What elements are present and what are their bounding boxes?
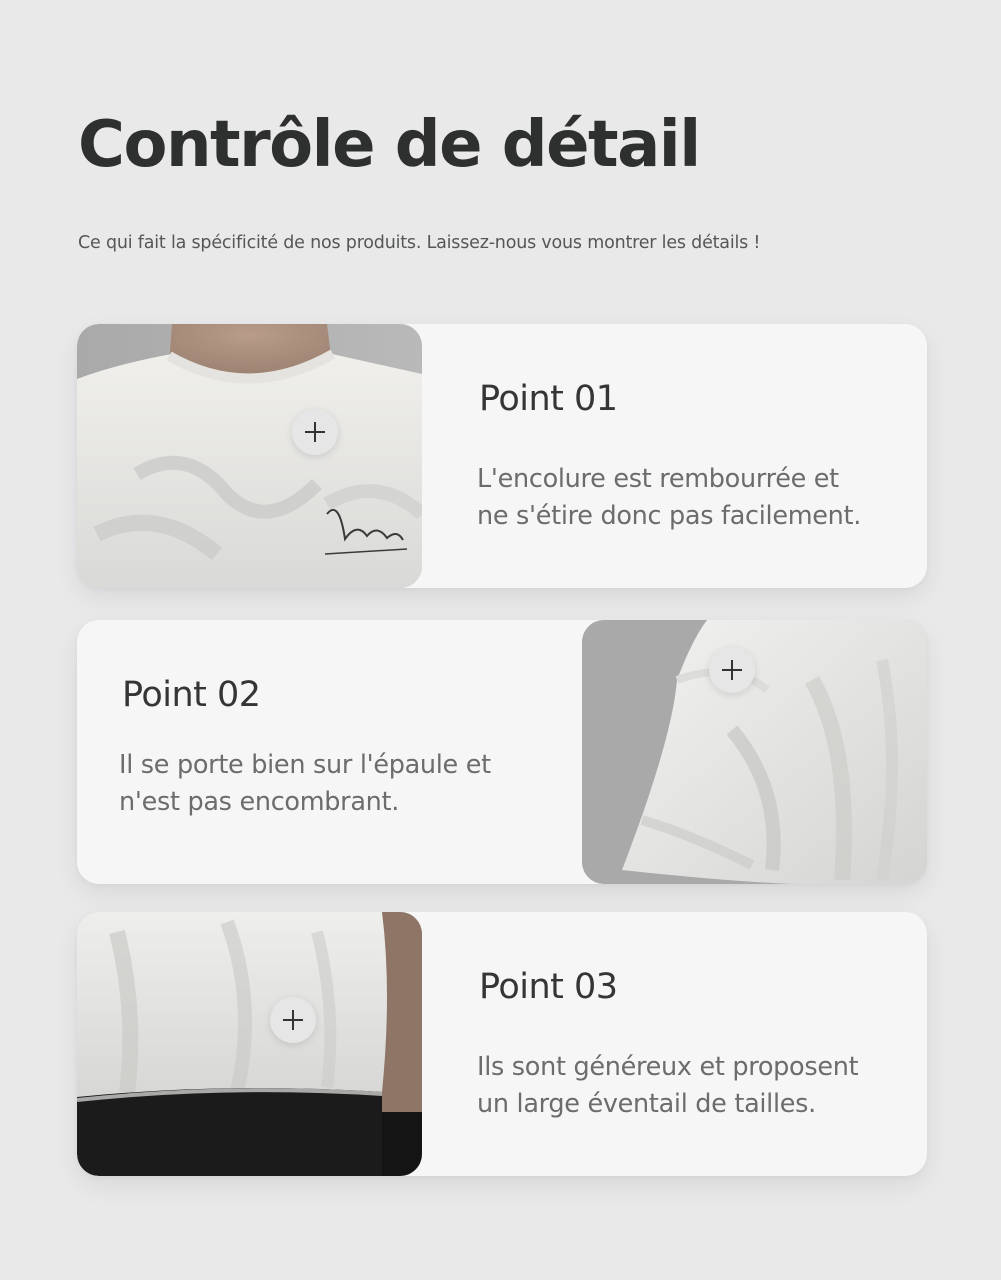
- neckline-photo: [77, 324, 422, 588]
- point-description-line: ne s'étire donc pas facilement.: [477, 501, 861, 531]
- point-title: Point 03: [479, 967, 618, 1007]
- page-subtitle: Ce qui fait la spécificité de nos produits. Laissez-nous vous montrer les détails !: [78, 233, 761, 253]
- detail-card-point-02: [77, 620, 927, 884]
- hem-photo: [77, 912, 422, 1176]
- point-content: [477, 912, 917, 1176]
- page-title: Contrôle de détail: [78, 108, 700, 182]
- expand-detail-plus-icon[interactable]: [292, 409, 338, 455]
- point-description-line: Il se porte bien sur l'épaule et: [119, 750, 491, 780]
- point-title: Point 01: [479, 379, 618, 419]
- point-description-line: Ils sont généreux et proposent: [477, 1052, 859, 1082]
- point-description-line: L'encolure est rembourrée et: [477, 464, 839, 494]
- point-title: Point 02: [122, 675, 261, 715]
- point-description-line: un large éventail de tailles.: [477, 1089, 816, 1119]
- shoulder-photo: [582, 620, 927, 884]
- point-content: [119, 620, 559, 884]
- point-description: [119, 747, 559, 821]
- expand-detail-plus-icon[interactable]: [270, 997, 316, 1043]
- point-description: [477, 461, 917, 535]
- expand-detail-plus-icon[interactable]: [709, 647, 755, 693]
- point-content: [477, 324, 917, 588]
- detail-card-point-01: [77, 324, 927, 588]
- point-description-line: n'est pas encombrant.: [119, 787, 400, 817]
- point-description: [477, 1049, 917, 1123]
- detail-card-point-03: [77, 912, 927, 1176]
